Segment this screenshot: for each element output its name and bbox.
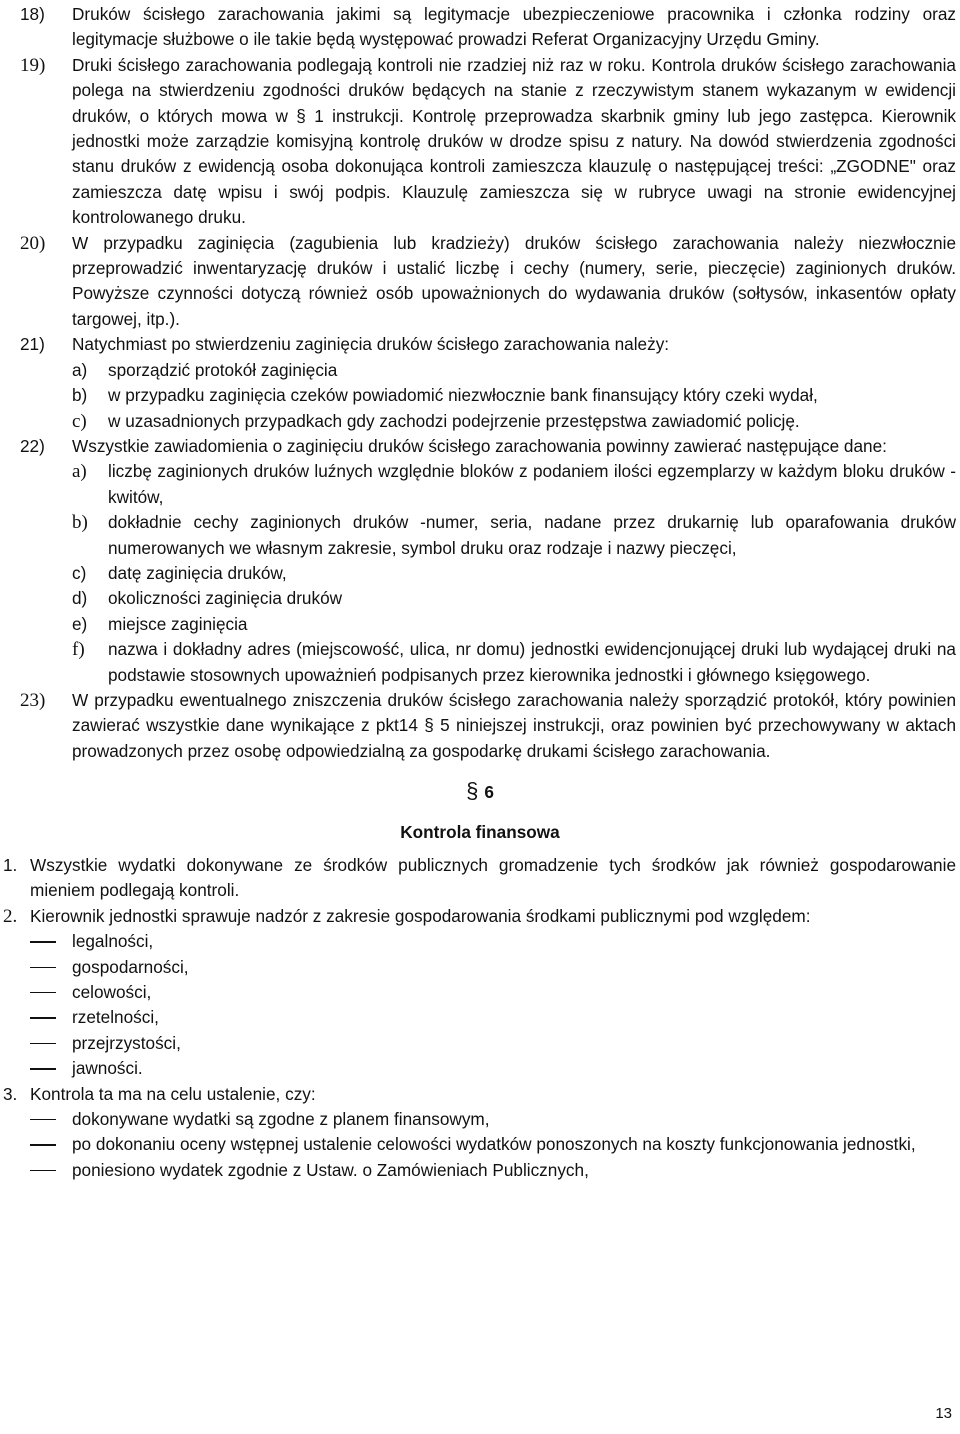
dash-bullet: [30, 1119, 56, 1120]
item-number: 18): [20, 4, 45, 24]
list-item-22: [0, 434, 960, 459]
point-number: 1.: [3, 855, 18, 875]
sub-item-letter: a): [72, 359, 88, 380]
dash-list-item: [0, 1158, 960, 1183]
page-number: 13: [935, 1404, 952, 1422]
point-number: 3.: [3, 1083, 18, 1104]
item-number: 20): [20, 232, 46, 254]
dash-bullet: [30, 1068, 56, 1069]
sub-item-text: w uzasadnionych przypadkach gdy zachodzi podejrzenie przestępstwa zawiadomić policję.: [108, 410, 800, 431]
dash-item-text: gospodarności,: [72, 956, 189, 977]
item-text: W przypadku zaginięcia (zagubienia lub kradzieży) druków ścisłego zarachowania należy niezwłocznie przeprowadzić inwentaryzację druków i ustalić liczbę i cechy (numery, serie, pieczęcie) zaginionych druków. Powyższe czynności dotyczą również osób upoważnionych do wydawania druków (sołtysów, inkasentów opłaty targowej, itp.).: [72, 232, 956, 329]
sub-item-letter: f): [72, 639, 85, 661]
item-text: Druków ścisłego zarachowania jakimi są legitymacje ubezpieczeniowe pracownika i członka rodziny oraz legitymacje służbowe o ile takie będą występować prowadzi Referat Organizacyjny Urzędu Gminy.: [72, 4, 956, 50]
dash-bullet: [30, 992, 56, 993]
list-item-20: [0, 231, 960, 333]
dash-list-item: [0, 980, 960, 1005]
item-number: 23): [20, 689, 46, 711]
dash-item-text: legalności,: [72, 931, 154, 952]
sub-item-text: dokładnie cechy zaginionych druków -numer, seria, nadane przez drukarnię lub oparafowania druków numerowanych we własnym zakresie, symbol druku oraz rodzaje i nazwy pieczęci,: [108, 512, 956, 558]
point-2: [0, 904, 960, 929]
sub-item-22-c: [0, 561, 960, 586]
dash-bullet: [30, 967, 56, 968]
point-number: 2.: [3, 905, 18, 927]
dash-item-text: poniesiono wydatek zgodnie z Ustaw. o Zamówieniach Publicznych,: [72, 1159, 589, 1180]
dash-bullet: [30, 941, 56, 942]
sub-item-22-e: [0, 612, 960, 637]
item-text: Druki ścisłego zarachowania podlegają kontroli nie rzadziej niż raz w roku. Kontrola druków ścisłego zarachowania polega na stwierdzeniu zgodności druków będących na stanie z rzeczywistym stanem wykazanym w ewidencji druków, o których mowa w § 1 instrukcji. Kontrolę przeprowadza skarbnik gminy lub jego zastępca. Kierownik jednostki może zarządzie komisyjną kontrolę druków w drodze spisu z natury. Na dowód stwierdzenia zgodności stanu druków z ewidencją osoba dokonująca kontroli zamieszcza klauzulę o następującej treści: „ZGODNE" oraz zamieszcza datę wpisu i swój podpis. Klauzulę zamieszcza się w rubryce uwagi na stronie ewidencyjnej kontrolowanego druku.: [72, 54, 956, 228]
sub-item-text: miejsce zaginięcia: [108, 613, 248, 634]
dash-list-item: [0, 955, 960, 980]
list-item-19: [0, 53, 960, 231]
point-1: [0, 853, 960, 904]
sub-item-22-d: [0, 586, 960, 611]
dash-item-text: przejrzystości,: [72, 1032, 181, 1053]
item-text: Wszystkie zawiadomienia o zaginięciu druków ścisłego zarachowania powinny zawierać następujące dane:: [72, 435, 887, 456]
section-number-value: 6: [484, 782, 494, 803]
list-item-18: [0, 2, 960, 53]
dash-item-text: celowości,: [72, 982, 152, 1003]
item-number: 22): [20, 435, 45, 456]
item-text: W przypadku ewentualnego zniszczenia druków ścisłego zarachowania należy sporządzić protokół, który powinien zawierać wszystkie dane wynikające z pkt14 § 5 niniejszej instrukcji, oraz powinien być przechowywany w aktach prowadzonych przez osobę odpowiedzialną za gospodarkę drukami ścisłego zarachowania.: [72, 689, 956, 761]
dash-list-item: [0, 1132, 960, 1157]
section-sign-symbol: §: [466, 778, 479, 804]
sub-item-letter: d): [72, 588, 88, 609]
list-item-21: [0, 332, 960, 357]
dash-list-item: [0, 1107, 960, 1132]
dash-bullet: [30, 1144, 56, 1145]
dash-item-text: po dokonaniu oceny wstępnej ustalenie celowości wydatków ponoszonych na koszty funkcjonowania jednostki,: [72, 1134, 916, 1155]
sub-item-letter: e): [72, 613, 88, 634]
dash-item-text: dokonywane wydatki są zgodne z planem finansowym,: [72, 1109, 490, 1130]
item-number: 19): [20, 54, 46, 76]
sub-item-letter: a): [72, 461, 87, 483]
point-text: Wszystkie wydatki dokonywane ze środków publicznych gromadzenie tych środków jak również gospodarowanie mieniem podlegają kontroli.: [30, 855, 956, 901]
sub-item-text: okoliczności zaginięcia druków: [108, 588, 343, 609]
dash-list-item: [0, 1005, 960, 1030]
sub-item-22-b: [0, 510, 960, 561]
point-text: Kierownik jednostki sprawuje nadzór z zakresie gospodarowania środkami publicznymi pod względem:: [30, 905, 811, 926]
dash-bullet: [30, 1170, 56, 1171]
item-number: 21): [20, 334, 45, 355]
dash-item-text: rzetelności,: [72, 1007, 159, 1028]
dash-bullet: [30, 1043, 56, 1044]
sub-item-21-a: [0, 358, 960, 383]
section-title: Kontrola finansowa: [400, 821, 560, 842]
dash-list-item: [0, 1031, 960, 1056]
sub-item-21-c: [0, 409, 960, 434]
sub-item-letter: b): [72, 385, 88, 406]
sub-item-text: nazwa i dokładny adres (miejscowość, ulica, nr domu) jednostki ewidencjonującej druki lub wydającej druki na podstawie stosownych upoważnień podpisanych przez kierownika jednostki i głównego księgowego.: [108, 639, 956, 685]
sub-item-text: liczbę zaginionych druków luźnych względnie bloków z podaniem ilości egzemplarzy w każdym bloku druków - kwitów,: [108, 461, 956, 507]
point-3: [0, 1082, 960, 1107]
sub-item-text: w przypadku zaginięcia czeków powiadomić niezwłocznie bank finansujący który czeki wydał,: [108, 385, 818, 406]
list-item-23: [0, 688, 960, 764]
dash-list-item: [0, 929, 960, 954]
dash-item-text: jawności.: [72, 1058, 143, 1079]
sub-item-21-b: [0, 383, 960, 408]
item-text: Natychmiast po stwierdzeniu zaginięcia druków ścisłego zarachowania należy:: [72, 334, 670, 355]
point-text: Kontrola ta ma na celu ustalenie, czy:: [30, 1083, 316, 1104]
sub-item-22-a: [0, 459, 960, 510]
sub-item-letter: b): [72, 512, 88, 534]
sub-item-letter: c): [72, 410, 87, 432]
dash-bullet: [30, 1017, 56, 1018]
sub-item-letter: c): [72, 562, 87, 583]
sub-item-text: datę zaginięcia druków,: [108, 562, 287, 583]
sub-item-text: sporządzić protokół zaginięcia: [108, 359, 338, 380]
section-number: [0, 778, 960, 805]
dash-list-item: [0, 1056, 960, 1081]
sub-item-22-f: [0, 637, 960, 688]
